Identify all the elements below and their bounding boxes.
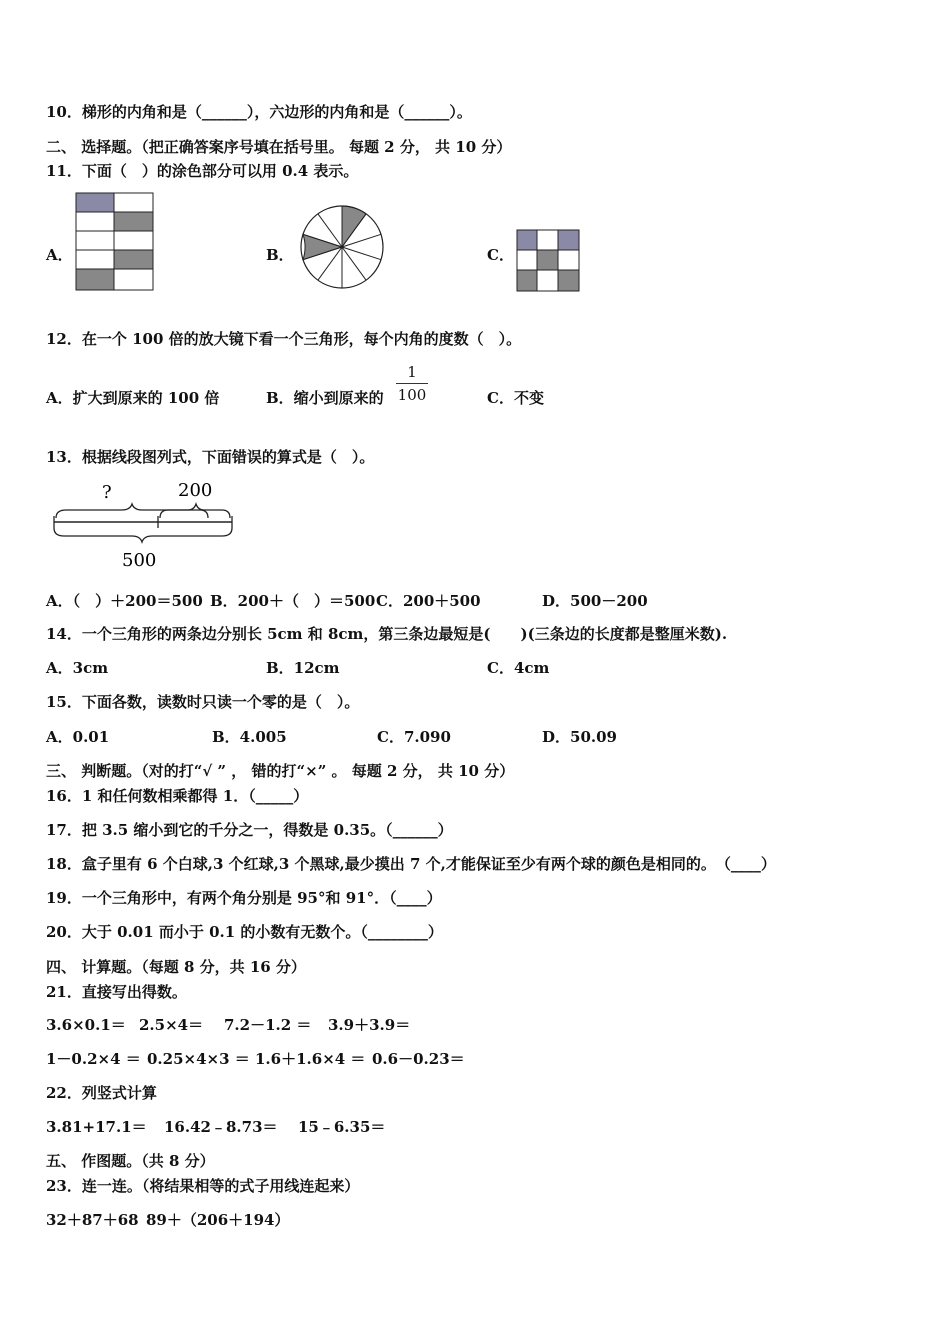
cell-shaded — [537, 250, 558, 270]
q21-item: 1－0.2×4 ＝ — [46, 1050, 141, 1068]
q12-option-b[interactable]: B．缩小到原来的 — [266, 389, 384, 407]
q22-item: 3.81+17.1＝ — [46, 1118, 147, 1136]
q13-option-b[interactable]: B．200＋（ ）＝500 — [210, 592, 376, 610]
section-2-heading: 二、 选择题。（把正确答案序号填在括号里。 每题 2 分， 共 10 分） — [46, 138, 512, 156]
q11-figure-c-grid — [517, 230, 580, 292]
q11-figure-a-grid — [76, 193, 154, 292]
cell — [76, 212, 114, 231]
fraction-bar — [396, 383, 428, 384]
cell — [558, 250, 579, 270]
question-19: 19．一个三角形中，有两个角分别是 95°和 91°．（____） — [46, 889, 442, 907]
question-14-stem: 14．一个三角形的两条边分别长 5cm 和 8cm，第三条边最短是( )(三条边的长度都是整厘米数). — [46, 625, 728, 643]
q21-item: 7.2－1.2 ＝ — [224, 1016, 312, 1034]
question-13-stem: 13．根据线段图列式，下面错误的算式是（ ）。 — [46, 448, 375, 466]
q23-item[interactable]: 89＋（206＋194） — [146, 1211, 290, 1229]
question-20: 20．大于 0.01 而小于 0.1 的小数有无数个。（________） — [46, 923, 443, 941]
cell — [537, 230, 558, 250]
q23-item[interactable]: 32＋87＋68 — [46, 1211, 139, 1229]
cell — [114, 269, 153, 290]
section-4-heading: 四、 计算题。（每题 8 分，共 16 分） — [46, 958, 306, 976]
question-11-stem: 11．下面（ ）的涂色部分可以用 0.4 表示。 — [46, 162, 359, 180]
q11-option-b[interactable]: B． — [266, 246, 294, 264]
question-15-stem: 15．下面各数，读数时只读一个零的是（ ）。 — [46, 693, 360, 711]
question-21-stem: 21．直接写出得数。 — [46, 983, 187, 1001]
cell — [114, 193, 153, 212]
q15-option-c[interactable]: C．7.090 — [377, 728, 451, 746]
cell — [76, 231, 114, 250]
cell — [114, 231, 153, 250]
question-22-stem: 22．列竖式计算 — [46, 1084, 157, 1102]
q21-item: 3.9＋3.9＝ — [328, 1016, 411, 1034]
label-unknown: ? — [102, 482, 112, 503]
q11-figure-b-circle — [299, 204, 385, 290]
cell — [537, 270, 558, 291]
q22-item: 16.42﹣8.73＝ — [164, 1118, 278, 1136]
q21-item: 3.6×0.1＝ — [46, 1016, 126, 1034]
q13-line-segment-diagram — [50, 478, 240, 572]
cell-shaded — [558, 230, 579, 250]
fraction-numerator: 1 — [407, 363, 417, 381]
question-10: 10．梯形的内角和是（______），六边形的内角和是（______）。 — [46, 103, 472, 121]
label-200: 200 — [178, 480, 213, 501]
cell-shaded — [76, 193, 114, 212]
q14-option-c[interactable]: C．4cm — [487, 659, 550, 677]
q22-item: 15﹣6.35＝ — [298, 1118, 386, 1136]
q11-option-c[interactable]: C． — [487, 246, 514, 264]
fraction-denominator: 100 — [397, 386, 427, 404]
q15-option-b[interactable]: B．4.005 — [212, 728, 287, 746]
cell-shaded — [114, 250, 153, 269]
q14-option-b[interactable]: B．12cm — [266, 659, 340, 677]
q15-option-a[interactable]: A．0.01 — [46, 728, 110, 746]
q21-item: 0.25×4×3 ＝ — [147, 1050, 250, 1068]
section-3-heading: 三、 判断题。（对的打“√ ” ， 错的打“×” 。 每题 2 分， 共 10 分） — [46, 762, 515, 780]
q14-option-a[interactable]: A．3cm — [46, 659, 109, 677]
cell-shaded — [558, 270, 579, 291]
question-17: 17．把 3.5 缩小到它的千分之一，得数是 0.35。（______） — [46, 821, 453, 839]
question-12-stem: 12．在一个 100 倍的放大镜下看一个三角形，每个内角的度数（ ）。 — [46, 330, 522, 348]
cell — [76, 250, 114, 269]
q12-option-c[interactable]: C．不变 — [487, 389, 544, 407]
q11-option-a[interactable]: A． — [46, 246, 73, 264]
question-16: 16．1 和任何数相乘都得 1．（_____） — [46, 787, 309, 805]
cell-shaded — [76, 269, 114, 290]
cell-shaded — [517, 230, 537, 250]
q13-option-a[interactable]: A．（ ）＋200＝500 — [46, 592, 203, 610]
q13-option-c[interactable]: C．200＋500 — [376, 592, 481, 610]
question-23-stem: 23．连一连。（将结果相等的式子用线连起来） — [46, 1177, 360, 1195]
label-500: 500 — [122, 550, 157, 571]
q12-fraction — [396, 362, 428, 405]
q21-item: 1.6＋1.6×4 ＝ — [255, 1050, 366, 1068]
cell — [517, 250, 537, 270]
cell-shaded — [517, 270, 537, 291]
q15-option-d[interactable]: D．50.09 — [542, 728, 617, 746]
q13-option-d[interactable]: D．500－200 — [542, 592, 648, 610]
q21-item: 2.5×4＝ — [139, 1016, 204, 1034]
section-5-heading: 五、 作图题。（共 8 分） — [46, 1152, 215, 1170]
q12-option-a[interactable]: A．扩大到原来的 100 倍 — [46, 389, 220, 407]
cell-shaded — [114, 212, 153, 231]
question-18: 18．盒子里有 6 个白球,3 个红球,3 个黑球,最少摸出 7 个,才能保证至少有两个球的颜色是相同的。 （____） — [46, 855, 776, 873]
q21-item: 0.6－0.23＝ — [372, 1050, 465, 1068]
